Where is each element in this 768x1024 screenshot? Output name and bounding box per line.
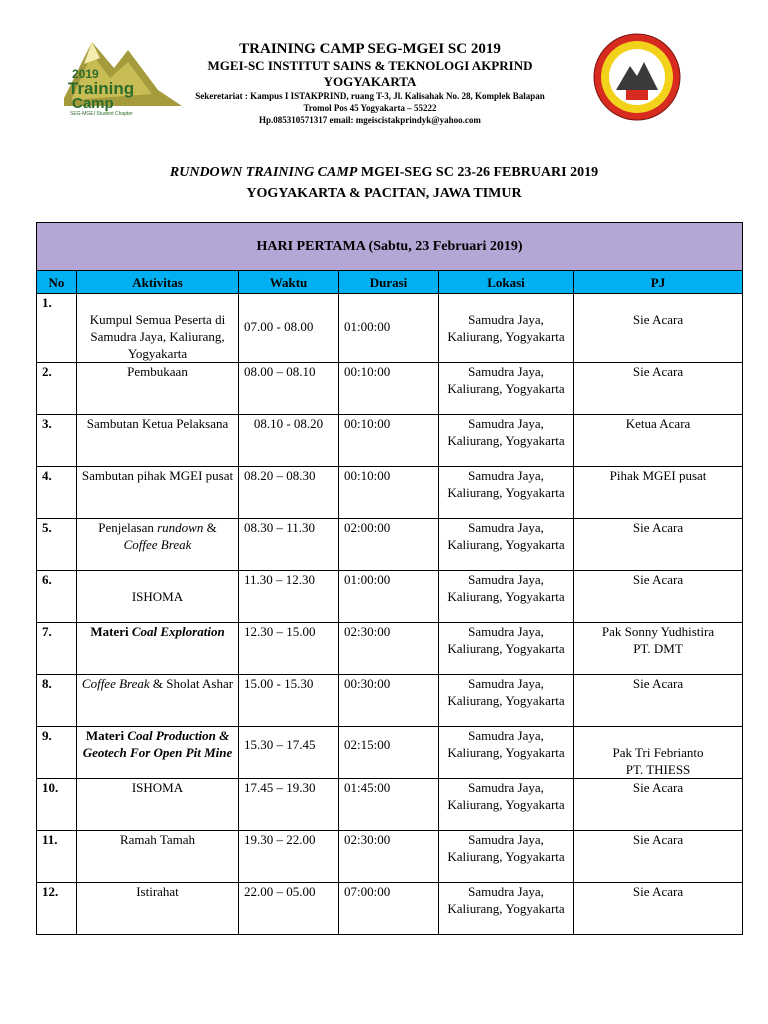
- row-time: 19.30 – 22.00: [239, 831, 339, 883]
- row-duration: 01:00:00: [339, 571, 439, 623]
- column-headers: [37, 271, 743, 294]
- row-duration: 02:00:00: [339, 519, 439, 571]
- row-time: 15.30 – 17.45: [239, 727, 339, 779]
- table-row: [37, 467, 743, 519]
- row-activity: Istirahat: [77, 883, 239, 935]
- row-pj: Sie Acara: [574, 571, 743, 623]
- row-no: 7.: [37, 623, 77, 675]
- row-activity: Penjelasan rundown & Coffee Break: [77, 519, 239, 571]
- row-pj: Sie Acara: [574, 883, 743, 935]
- letterhead-address2: Tromol Pos 45 Yogyakarta – 55222: [303, 103, 437, 113]
- table-row: [37, 779, 743, 831]
- row-activity: Pembukaan: [77, 363, 239, 415]
- row-duration: 01:00:00: [339, 294, 439, 363]
- row-location: Samudra Jaya, Kaliurang, Yogyakarta: [439, 571, 574, 623]
- row-no: 9.: [37, 727, 77, 779]
- row-duration: 01:45:00: [339, 779, 439, 831]
- col-durasi: Durasi: [339, 271, 439, 294]
- rundown-subtitle: YOGYAKARTA & PACITAN, JAWA TIMUR: [246, 186, 522, 201]
- table-row: [37, 571, 743, 623]
- row-location: Samudra Jaya, Kaliurang, Yogyakarta: [439, 623, 574, 675]
- table-row: [37, 519, 743, 571]
- letterhead-contact: Hp.085310571317 email: mgeiscistakprindyk@yahoo.com: [259, 115, 481, 125]
- row-activity: Materi Coal Production & Geotech For Open Pit Mine: [77, 727, 239, 779]
- mgei-emblem: [592, 32, 682, 122]
- col-waktu: Waktu: [239, 271, 339, 294]
- row-pj: Sie Acara: [574, 831, 743, 883]
- row-time: 22.00 – 05.00: [239, 883, 339, 935]
- row-no: 5.: [37, 519, 77, 571]
- row-no: 2.: [37, 363, 77, 415]
- row-pj: Sie Acara: [574, 779, 743, 831]
- row-location: Samudra Jaya, Kaliurang, Yogyakarta: [439, 831, 574, 883]
- row-duration: 00:10:00: [339, 415, 439, 467]
- row-duration: 02:30:00: [339, 623, 439, 675]
- col-pj: PJ: [574, 271, 743, 294]
- row-time: 07.00 - 08.00: [239, 294, 339, 363]
- row-pj: Sie Acara: [574, 294, 743, 363]
- table-row: [37, 294, 743, 363]
- svg-text:SEG-MGEI Student Chapter: SEG-MGEI Student Chapter: [70, 111, 133, 116]
- row-location: Samudra Jaya, Kaliurang, Yogyakarta: [439, 883, 574, 935]
- table-row: [37, 831, 743, 883]
- letterhead-org: MGEI-SC INSTITUT SAINS & TEKNOLOGI AKPRIND YOGYAKARTA: [207, 58, 533, 89]
- table-row: [37, 675, 743, 727]
- row-location: Samudra Jaya, Kaliurang, Yogyakarta: [439, 519, 574, 571]
- col-no: No: [37, 271, 77, 294]
- rundown-heading: [0, 162, 768, 204]
- row-duration: 02:15:00: [339, 727, 439, 779]
- row-activity: Ramah Tamah: [77, 831, 239, 883]
- row-no: 12.: [37, 883, 77, 935]
- row-pj: Sie Acara: [574, 675, 743, 727]
- row-activity: Coffee Break & Sholat Ashar: [77, 675, 239, 727]
- letterhead-title: TRAINING CAMP SEG-MGEI SC 2019: [239, 41, 501, 57]
- row-location: Samudra Jaya, Kaliurang, Yogyakarta: [439, 727, 574, 779]
- table-row: [37, 623, 743, 675]
- row-activity: Sambutan pihak MGEI pusat: [77, 467, 239, 519]
- row-duration: 07:00:00: [339, 883, 439, 935]
- row-time: 15.00 - 15.30: [239, 675, 339, 727]
- row-pj: Ketua Acara: [574, 415, 743, 467]
- row-duration: 00:10:00: [339, 363, 439, 415]
- row-duration: 00:10:00: [339, 467, 439, 519]
- row-activity: Kumpul Semua Peserta di Samudra Jaya, Kaliurang, Yogyakarta: [77, 294, 239, 363]
- table-row: [37, 727, 743, 779]
- row-location: Samudra Jaya, Kaliurang, Yogyakarta: [439, 363, 574, 415]
- row-time: 11.30 – 12.30: [239, 571, 339, 623]
- row-location: Samudra Jaya, Kaliurang, Yogyakarta: [439, 675, 574, 727]
- col-aktivitas: Aktivitas: [77, 271, 239, 294]
- svg-text:Camp: Camp: [72, 95, 114, 112]
- row-time: 17.45 – 19.30: [239, 779, 339, 831]
- table-row: [37, 883, 743, 935]
- letterhead-text: [160, 40, 580, 126]
- row-activity: Sambutan Ketua Pelaksana: [77, 415, 239, 467]
- row-location: Samudra Jaya, Kaliurang, Yogyakarta: [439, 467, 574, 519]
- letterhead: [0, 0, 768, 130]
- row-pj: Pak Tri Febrianto PT. THIESS: [574, 727, 743, 779]
- row-time: 08.20 – 08.30: [239, 467, 339, 519]
- letterhead-address1: Sekeretariat : Kampus I ISTAKPRIND, ruang T-3, Jl. Kalisahak No. 28, Komplek Balapan: [195, 91, 545, 101]
- row-no: 10.: [37, 779, 77, 831]
- col-lokasi: Lokasi: [439, 271, 574, 294]
- row-location: Samudra Jaya, Kaliurang, Yogyakarta: [439, 415, 574, 467]
- table-row: [37, 415, 743, 467]
- row-duration: 00:30:00: [339, 675, 439, 727]
- row-pj: Sie Acara: [574, 363, 743, 415]
- row-location: Samudra Jaya, Kaliurang, Yogyakarta: [439, 779, 574, 831]
- row-no: 8.: [37, 675, 77, 727]
- row-no: 4.: [37, 467, 77, 519]
- svg-text:Training: Training: [68, 79, 135, 98]
- row-time: 12.30 – 15.00: [239, 623, 339, 675]
- row-time: 08.00 – 08.10: [239, 363, 339, 415]
- row-location: Samudra Jaya, Kaliurang, Yogyakarta: [439, 294, 574, 363]
- row-pj: Pak Sonny Yudhistira PT. DMT: [574, 623, 743, 675]
- row-pj: Sie Acara: [574, 519, 743, 571]
- row-no: 11.: [37, 831, 77, 883]
- row-activity: Materi Coal Exploration: [77, 623, 239, 675]
- day-header-row: [37, 223, 743, 271]
- row-activity: ISHOMA: [77, 779, 239, 831]
- row-duration: 02:30:00: [339, 831, 439, 883]
- row-pj: Pihak MGEI pusat: [574, 467, 743, 519]
- rundown-title: RUNDOWN TRAINING CAMP MGEI-SEG SC 23-26 FEBRUARI 2019: [169, 165, 599, 180]
- table-row: [37, 363, 743, 415]
- schedule-table: [36, 222, 743, 935]
- row-no: 6.: [37, 571, 77, 623]
- day-title: HARI PERTAMA (Sabtu, 23 Februari 2019): [37, 223, 743, 271]
- row-no: 1.: [37, 294, 77, 363]
- svg-text:2019: 2019: [72, 67, 99, 81]
- row-time: 08.10 - 08.20: [239, 415, 339, 467]
- row-activity: ISHOMA: [77, 571, 239, 623]
- row-no: 3.: [37, 415, 77, 467]
- row-time: 08.30 – 11.30: [239, 519, 339, 571]
